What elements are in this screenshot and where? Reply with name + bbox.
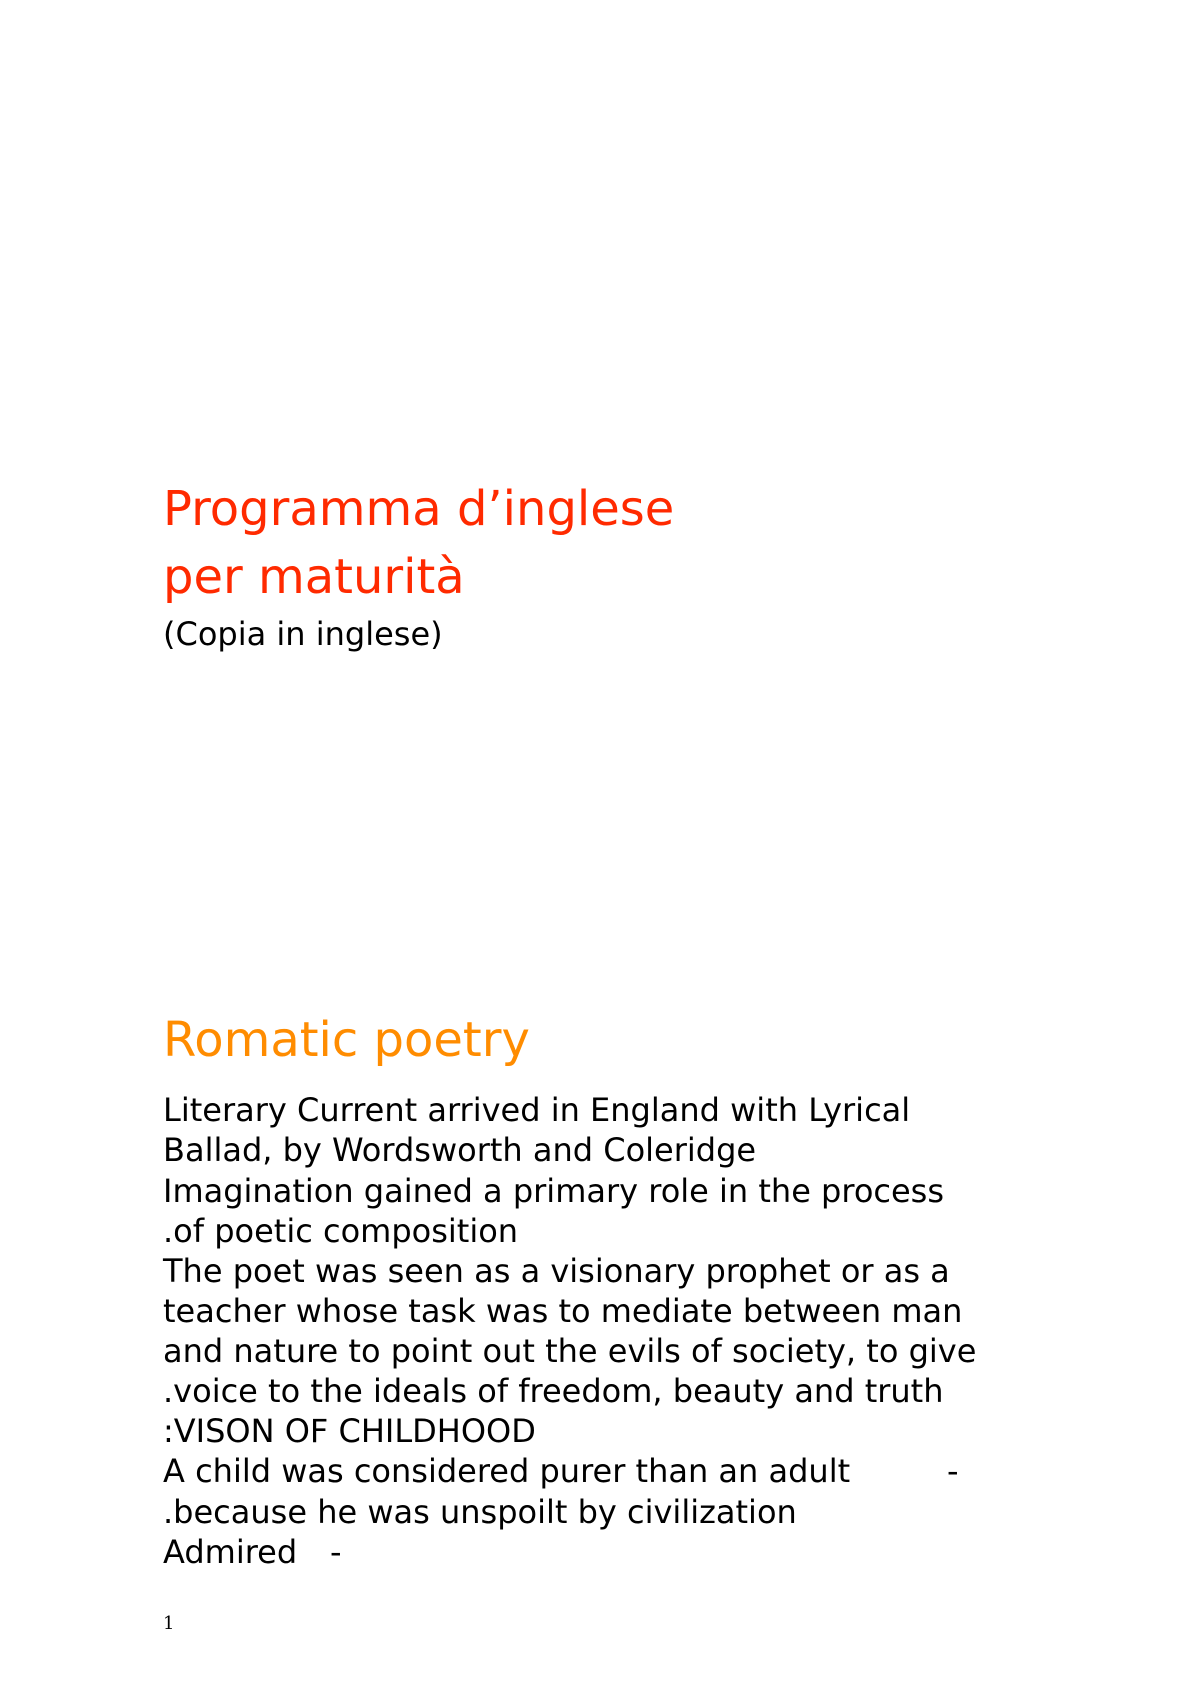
document-title-line-2: per maturità	[163, 549, 465, 605]
paragraph-line: The poet was seen as a visionary prophet or as a	[163, 1252, 950, 1290]
document-title-line-1: Programma d’inglese	[163, 481, 675, 537]
list-item-line: A child was considered purer than an adult	[163, 1452, 851, 1490]
paragraph-line: teacher whose task was to mediate between man	[163, 1292, 963, 1330]
paragraph-line: Literary Current arrived in England with Lyrical	[163, 1091, 911, 1129]
list-dash: -	[947, 1452, 959, 1490]
subheading-line: :VISON OF CHILDHOOD	[163, 1412, 536, 1450]
list-item-line: Admired	[163, 1533, 298, 1571]
page-number: 1	[163, 1613, 175, 1634]
paragraph-line: .voice to the ideals of freedom, beauty and truth	[163, 1372, 944, 1410]
list-dash: -	[330, 1533, 342, 1571]
list-item-line: .because he was unspoilt by civilization	[163, 1493, 797, 1531]
section-heading: Romatic poetry	[163, 1012, 530, 1068]
paragraph-line: Imagination gained a primary role in the process	[163, 1172, 945, 1210]
paragraph-line: .of poetic composition	[163, 1212, 519, 1250]
document-subtitle: (Copia in inglese)	[163, 615, 443, 653]
paragraph-line: Ballad, by Wordsworth and Coleridge	[163, 1131, 757, 1169]
paragraph-line: and nature to point out the evils of society, to give	[163, 1332, 977, 1370]
